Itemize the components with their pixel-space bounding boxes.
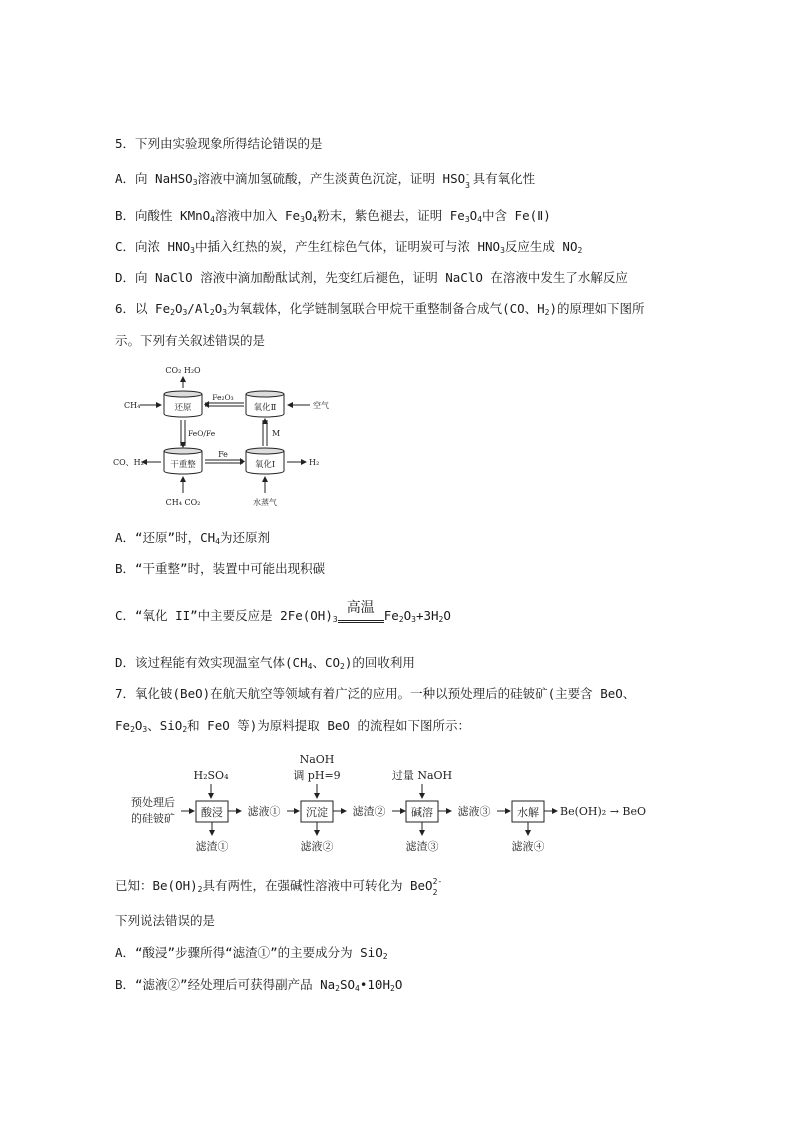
- q5-option-a: A．向 NaHSO$_3$溶液中滴加氢硫酸，产生淡黄色沉淀，证明 HSO - 3 具有氧化性: [115, 170, 536, 190]
- label-naoh: NaOH: [299, 753, 335, 766]
- label-f2: 滤液②: [300, 840, 334, 853]
- reactor-reduce: [164, 391, 202, 417]
- label-start-1: 预处理后: [131, 796, 175, 809]
- label-step3: 碱溶: [411, 806, 433, 819]
- q5-stem: 5．下列由实验现象所得结论错误的是: [115, 136, 323, 151]
- q6-stem-line2: 示。下列有关叙述错误的是: [115, 333, 266, 348]
- label-ox1: 氧化Ⅰ: [254, 460, 276, 470]
- label-fe: Fe: [218, 450, 228, 459]
- label-dry: 干重整: [170, 460, 196, 470]
- label-ch4-co2: CH₄ CO₂: [165, 498, 201, 507]
- label-step4: 水解: [517, 806, 539, 819]
- q7-stem-line2: $Fe_2O_3$、SiO$_2$和 FeO 等)为原料提取 BeO 的流程如下图所示：: [115, 718, 470, 734]
- label-co2-h2o: CO₂ H₂O: [165, 366, 201, 375]
- label-air: 空气: [313, 401, 329, 410]
- reactor-oxidation-2: [246, 391, 284, 417]
- q7-option-a: A．“酸浸”步骤所得“滤渣①”的主要成分为 SiO$_2$: [115, 945, 388, 961]
- q5-option-d: D．向 NaClO 溶液中滴加酚酞试剂，先变红后褪色，证明 NaClO 在溶液中发生了水解反应: [115, 270, 628, 285]
- label-start-2: 的硅铍矿: [131, 812, 175, 825]
- label-f1: 滤液①: [247, 805, 281, 818]
- reactor-dry-reforming: [164, 448, 202, 474]
- label-h2: H₂: [309, 458, 320, 467]
- q5-option-b: B．向酸性 KMnO$_4$溶液中加入 $Fe_3O_4$粉末，紫色褪去，证明 $Fe_3O_4$中含 Fe(Ⅱ): [115, 208, 551, 224]
- label-excess-naoh: 过量 NaOH: [391, 769, 453, 782]
- beo-process-flow: [118, 746, 663, 858]
- q7-ask: 下列说法错误的是: [115, 913, 216, 928]
- q6-option-b: B．“干重整”时，装置中可能出现积碳: [115, 561, 326, 576]
- reaction-condition: 高温: [338, 610, 384, 624]
- q7-stem-line1: 7．氧化铍(BeO)在航天航空等领域有着广泛的应用。一种以预处理后的硅铍矿(主要含 BeO、: [115, 686, 636, 701]
- q6-stem-line1: 6．以 $Fe_2O_3/Al_2O_3$为氧载体，化学链制氢联合甲烷干重整制备合成气(CO、$H_2$)的原理如下图所: [115, 301, 645, 317]
- q6-option-c: C．“氧化 II”中主要反应是 $2Fe(OH)_3$ 高温 $Fe_2O_3+3H_2O$: [115, 600, 451, 624]
- label-steam: 水蒸气: [253, 498, 277, 507]
- label-r2: 滤渣②: [352, 805, 386, 818]
- label-fe2o3: Fe₂O₃: [212, 393, 234, 402]
- label-m: M: [272, 429, 281, 438]
- label-f3: 滤液③: [457, 805, 491, 818]
- label-step1: 酸浸: [201, 806, 223, 819]
- q6-option-d: D．该过程能有效实现温室气体($CH_4$、$CO_2$)的回收利用: [115, 655, 415, 671]
- label-r3: 滤渣③: [405, 840, 439, 853]
- label-r1: 滤渣①: [195, 840, 229, 853]
- q7-known: 已知：$Be(OH)_2$具有两性，在强碱性溶液中可转化为 BeO 2- 2: [115, 877, 443, 897]
- label-reduce: 还原: [174, 403, 192, 413]
- label-ph: 调 pH=9: [293, 769, 341, 782]
- label-feo-fe: FeO/Fe: [188, 429, 216, 438]
- chemical-looping-diagram: [110, 362, 340, 514]
- label-f4: 滤液④: [511, 840, 545, 853]
- label-ox2: 氧化Ⅱ: [253, 403, 277, 413]
- q5-option-c: C．向浓 $HNO_3$中插入红热的炭，产生红棕色气体，证明炭可与浓 $HNO_3$反应生成 $NO_2$: [115, 239, 583, 255]
- label-step2: 沉淀: [306, 806, 328, 819]
- label-product: Be(OH)₂ → BeO: [560, 805, 647, 818]
- label-co-h2: CO、H₂: [113, 458, 144, 467]
- q6-option-a: A．“还原”时，$CH_4$为还原剂: [115, 530, 270, 546]
- reactor-oxidation-1: [246, 448, 284, 474]
- label-ch4-in: CH₄: [124, 401, 141, 410]
- label-h2so4: H₂SO₄: [193, 769, 229, 782]
- q7-option-b: B．“滤液②”经处理后可获得副产品 $Na_2SO_4•10H_2O$: [115, 977, 403, 993]
